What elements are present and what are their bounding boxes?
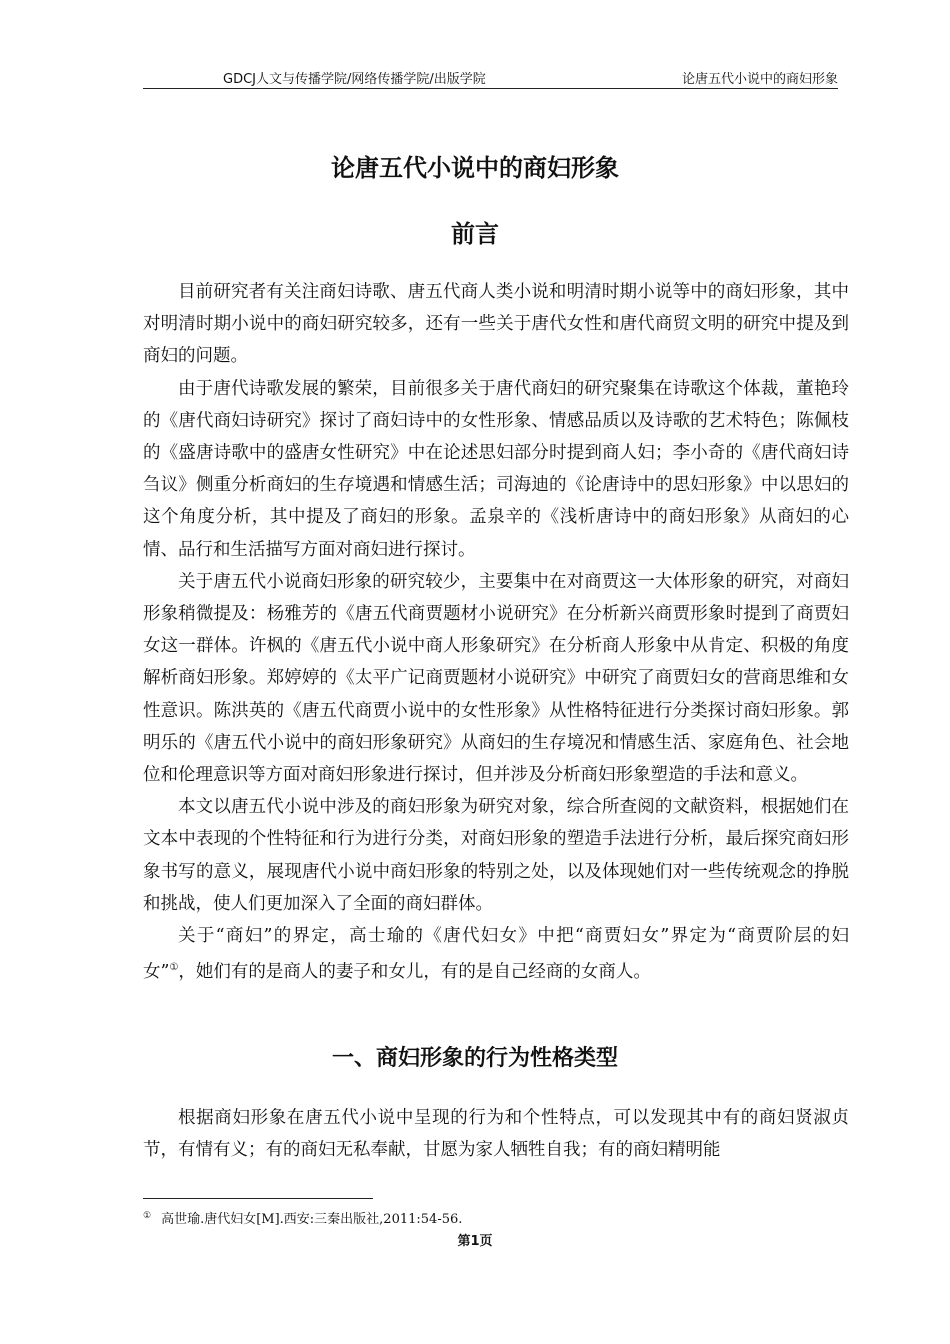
section-1-paragraph: 根据商妇形象在唐五代小说中呈现的行为和个性特点，可以发现其中有的商妇贤淑贞节，有情有义；有的商妇无私奉献，甘愿为家人牺牲自我；有的商妇精明能 bbox=[143, 1108, 849, 1161]
paragraph-2: 由于唐代诗歌发展的繁荣，目前很多关于唐代商妇的研究聚集在诗歌这个体裁，董艳玲的《唐代商妇诗研究》探讨了商妇诗中的女性形象、情感品质以及诗歌的艺术特色；陈佩枝的《盛唐诗歌中的盛唐女性研究》中在论述思妇部分时提到商人妇；李小奇的《唐代商妇诗刍议》侧重分析商妇的生存境遇和情感生活；司海迪的《论唐诗中的思妇形象》中以思妇的这个角度分析，其中提及了商妇的形象。孟泉辛的《浅析唐诗中的商妇形象》从商妇的心情、品行和生活描写方面对商妇进行探讨。 bbox=[143, 378, 849, 560]
paragraph-4: 本文以唐五代小说中涉及的商妇形象为研究对象，综合所查阅的文献资料，根据她们在文本中表现的个性特征和行为进行分类，对商妇形象的塑造手法进行分析，最后探究商妇形象书写的意义，展现唐代小说中商妇形象的特别之处，以及体现她们对一些传统观念的挣脱和挑战，使人们更加深入了全面的商妇群体。 bbox=[143, 797, 849, 914]
preface-body bbox=[143, 276, 849, 988]
preface-heading: 前言 bbox=[451, 220, 499, 248]
section-1-heading: 一、商妇形象的行为性格类型 bbox=[331, 1046, 618, 1071]
page-number: 第1页 bbox=[457, 1234, 493, 1249]
footnote-text: 高世瑜.唐代妇女[M].西安:三秦出版社,2011:54-56. bbox=[161, 1212, 463, 1227]
paragraph-1: 目前研究者有关注商妇诗歌、唐五代商人类小说和明清时期小说等中的商妇形象，其中对明清时期小说中的商妇研究较多，还有一些关于唐代女性和唐代商贸文明的研究中提及到商妇的问题。 bbox=[143, 282, 849, 367]
footnote-marker: ① bbox=[143, 1210, 152, 1221]
paragraph-5 bbox=[143, 920, 849, 988]
paragraph-5-after: ，她们有的是商人的妻子和女儿，有的是自己经商的女商人。 bbox=[178, 962, 651, 983]
footnote-divider bbox=[143, 1198, 373, 1199]
running-header bbox=[143, 66, 838, 89]
paragraph-3: 关于唐五代小说商妇形象的研究较少，主要集中在对商贾这一大体形象的研究，对商妇形象稍微提及：杨雅芳的《唐五代商贾题材小说研究》在分析新兴商贾形象时提到了商贾妇女这一群体。许枫的《唐五代小说中商人形象研究》在分析商人形象中从肯定、积极的角度解析商妇形象。郑婷婷的《太平广记商贾题材小说研究》中研究了商贾妇女的营商思维和女性意识。陈洪英的《唐五代商贾小说中的女性形象》从性格特征进行分类探讨商妇形象。郭明乐的《唐五代小说中的商妇形象研究》从商妇的生存境况和情感生活、家庭角色、社会地位和伦理意识等方面对商妇形象进行探讨，但并涉及分析商妇形象塑造的手法和意义。 bbox=[143, 571, 849, 786]
header-left-text: GDCJ人文与传播学院/网络传播学院/出版学院 bbox=[223, 72, 486, 87]
footnote bbox=[143, 1208, 462, 1227]
paragraph-5-before: 关于“商妇”的界定，高士瑜的《唐代妇女》中把“商贾妇女”界定为“商贾阶层的妇女” bbox=[143, 926, 849, 983]
footnote-reference[interactable]: ① bbox=[169, 962, 179, 974]
paper-title: 论唐五代小说中的商妇形象 bbox=[331, 154, 619, 182]
header-right-text: 论唐五代小说中的商妇形象 bbox=[681, 72, 838, 87]
